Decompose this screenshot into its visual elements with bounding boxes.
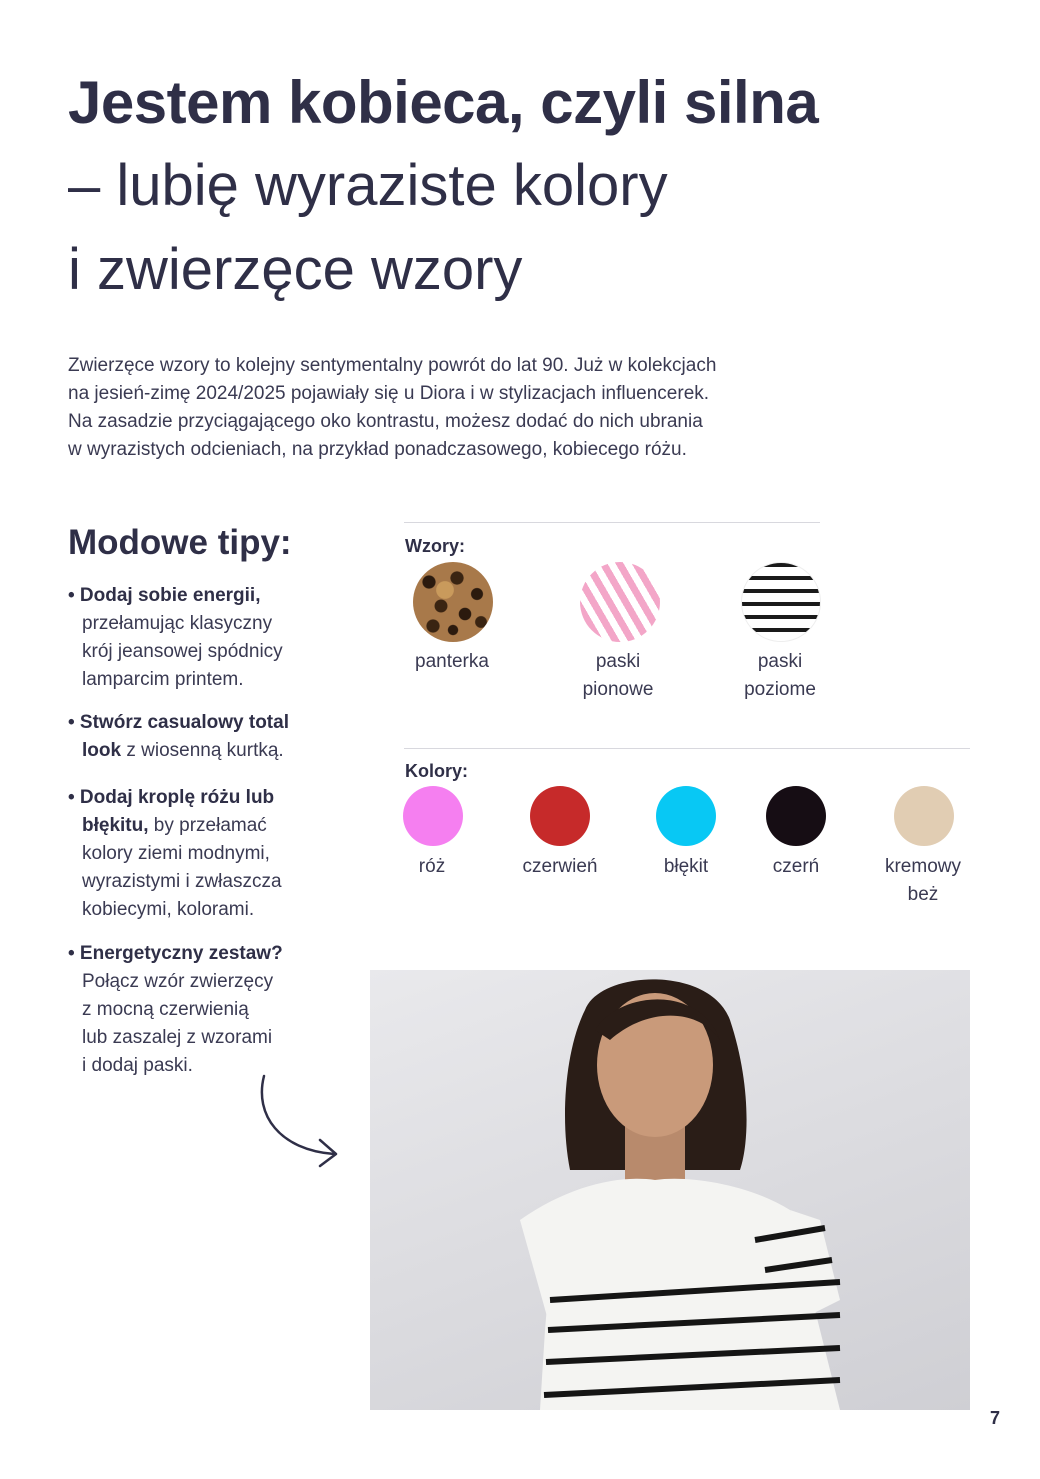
intro-line: na jesień-zimę 2024/2025 pojawiały się u Diora i w stylizacjach influencerek. xyxy=(68,383,710,404)
intro-line: w wyrazistych odcieniach, na przykład ponadczasowego, kobiecego różu. xyxy=(68,439,687,460)
color-swatch-black xyxy=(766,786,826,846)
photo-illustration xyxy=(370,970,970,1410)
color-swatch-beige xyxy=(894,786,954,846)
color-caption: czerń xyxy=(772,856,820,877)
tip-item xyxy=(68,940,368,1080)
tip-line: z mocną czerwienią xyxy=(82,999,249,1020)
pattern-caption: paski poziome xyxy=(744,651,816,700)
colors-label: Kolory: xyxy=(405,761,468,781)
tip-line: przełamując klasyczny xyxy=(82,613,273,634)
tip-line: i dodaj paski. xyxy=(82,1055,193,1076)
pattern-caption: panterka xyxy=(415,651,489,672)
tip-line: lamparcim printem. xyxy=(82,669,244,690)
tip-line: kobiecymi, kolorami. xyxy=(82,899,255,920)
colors-divider xyxy=(404,748,970,749)
leopard-print-swatch-icon xyxy=(413,562,493,642)
tip-line: Połącz wzór zwierzęcy xyxy=(82,971,274,992)
tip-item xyxy=(68,709,368,765)
pattern-caption: paski pionowe xyxy=(582,651,654,700)
tip-line: • Dodaj sobie energii, xyxy=(68,585,261,606)
tip-line: look z wiosenną kurtką. xyxy=(82,740,284,761)
page-title-line-3: i zwierzęce wzory xyxy=(68,237,523,302)
intro-line: Na zasadzie przyciągającego oko kontrastu, możesz dodać do nich ubrania xyxy=(68,411,703,432)
vertical-stripes-swatch-icon xyxy=(580,562,660,642)
tip-item xyxy=(68,784,368,924)
curved-arrow-icon xyxy=(250,1070,350,1170)
page-title-line-1: Jestem kobieca, czyli silna xyxy=(68,69,819,136)
tip-line: kolory ziemi modnymi, xyxy=(82,843,270,864)
color-swatch-pink xyxy=(403,786,463,846)
woman-striped-sweater-photo xyxy=(370,970,970,1410)
color-caption: czerwień xyxy=(522,856,598,877)
page-number: 7 xyxy=(990,1408,1001,1428)
horizontal-stripes-swatch-icon xyxy=(741,562,821,642)
tip-item xyxy=(68,582,368,694)
intro-paragraph xyxy=(68,352,928,464)
color-caption: kremowy beż xyxy=(884,856,961,905)
tip-line: wyrazistymi i zwłaszcza xyxy=(82,871,282,892)
patterns-divider xyxy=(404,522,820,523)
tips-heading: Modowe tipy: xyxy=(68,523,292,562)
patterns-label: Wzory: xyxy=(405,536,465,556)
tip-line: • Energetyczny zestaw? xyxy=(68,943,283,964)
tip-line: krój jeansowej spódnicy xyxy=(82,641,283,662)
page-title-line-2: – lubię wyraziste kolory xyxy=(68,153,668,218)
color-caption: róż xyxy=(418,856,446,877)
color-swatch-red xyxy=(530,786,590,846)
color-swatch-blue xyxy=(656,786,716,846)
tip-line: • Stwórz casualowy total xyxy=(68,712,289,733)
tip-line: • Dodaj kroplę różu lub xyxy=(68,787,275,808)
tip-line: błękitu, by przełamać xyxy=(82,815,267,836)
intro-line: Zwierzęce wzory to kolejny sentymentalny powrót do lat 90. Już w kolekcjach xyxy=(68,355,717,376)
color-caption: błękit xyxy=(663,856,709,877)
tip-line: lub zaszalej z wzorami xyxy=(82,1027,273,1048)
